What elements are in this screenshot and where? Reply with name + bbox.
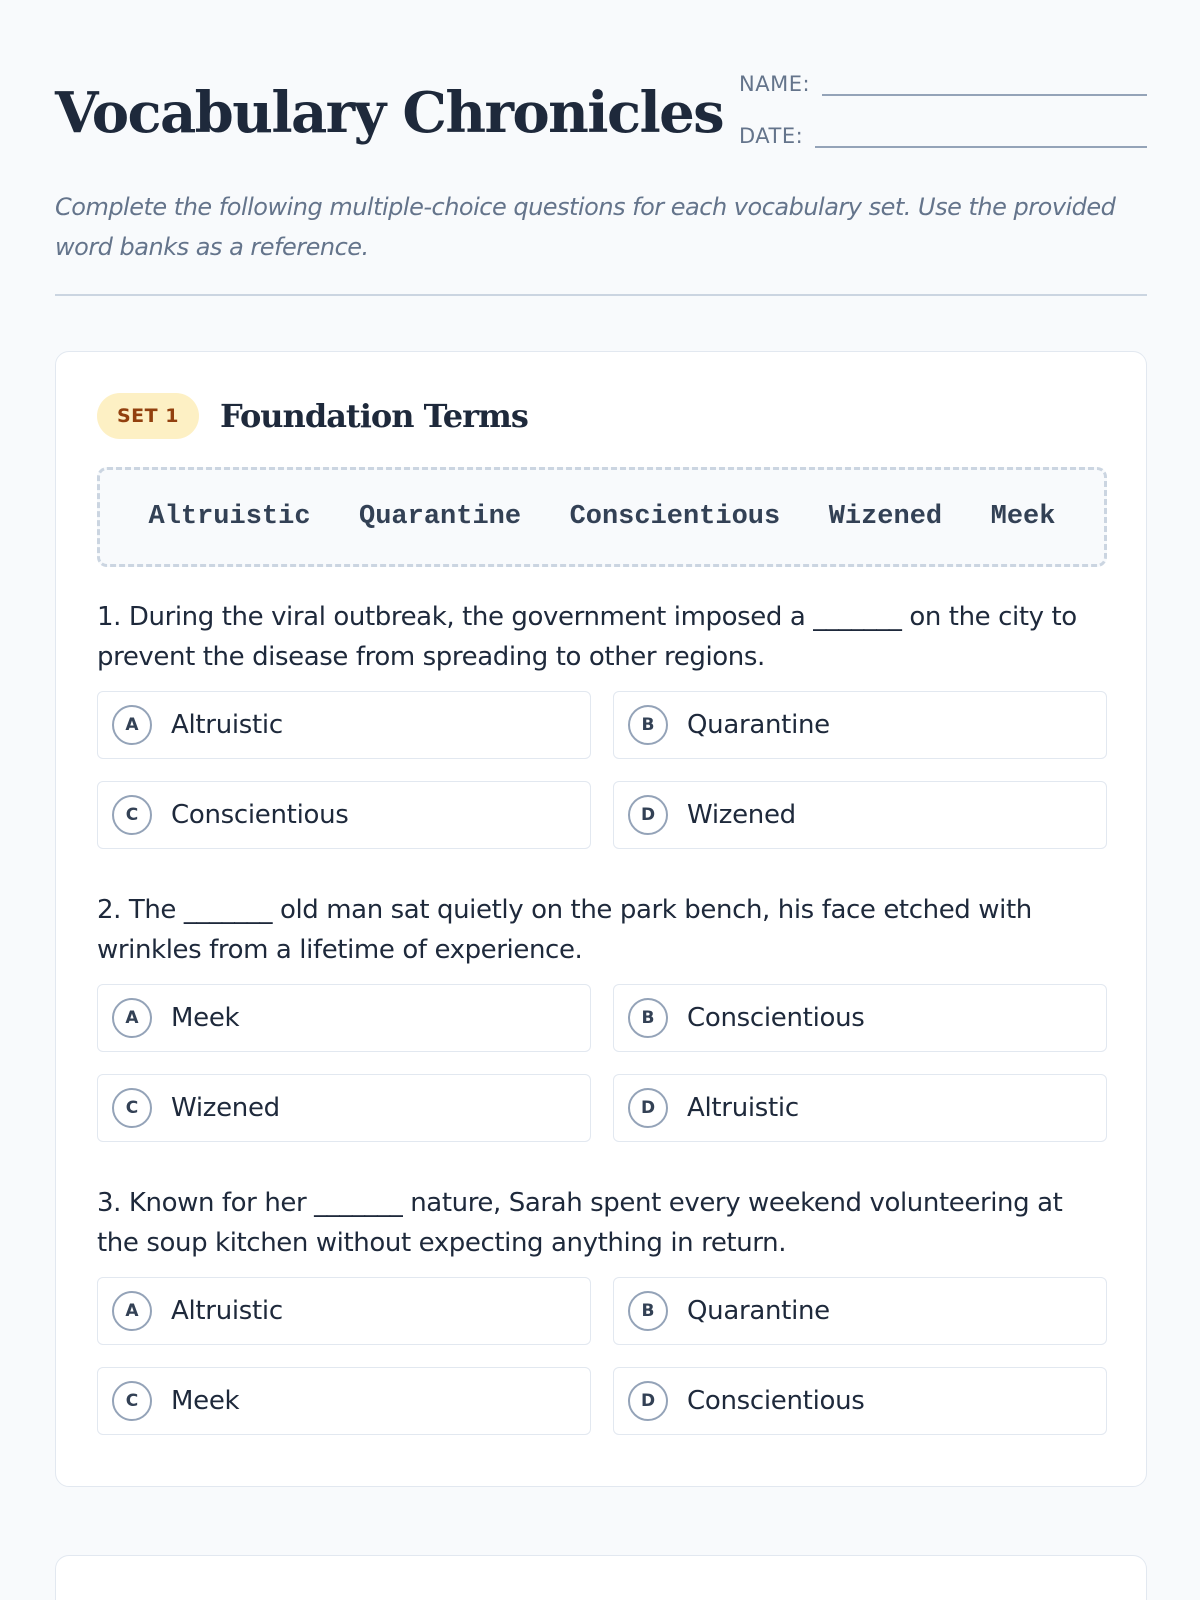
option-text: Quarantine (687, 1296, 830, 1326)
name-field[interactable] (822, 60, 1147, 96)
option-d[interactable] (613, 781, 1107, 849)
question-3 (97, 1183, 1107, 1416)
page-title: Vocabulary Chronicles (55, 80, 724, 146)
option-letter: C (112, 1381, 152, 1421)
option-text: Altruistic (171, 710, 283, 740)
option-text: Quarantine (687, 710, 830, 740)
option-letter: C (112, 795, 152, 835)
question-1 (97, 597, 1107, 830)
next-set-card (55, 1555, 1147, 1600)
word-bank-item: Quarantine (359, 502, 522, 532)
word-bank-item: Altruistic (148, 502, 311, 532)
option-letter: A (112, 705, 152, 745)
question-text: 3. Known for her _______ nature, Sarah spent every weekend volunteering at the soup kitchen without expecting anything in return. (97, 1188, 1063, 1258)
set-badge: SET 1 (97, 393, 199, 439)
option-text: Altruistic (687, 1093, 799, 1123)
option-c[interactable] (97, 781, 591, 849)
instructions: Complete the following multiple-choice questions for each vocabulary set. Use the provided word banks as a reference. (55, 193, 1116, 261)
option-d[interactable] (613, 1367, 1107, 1435)
worksheet-header (55, 0, 1147, 296)
option-text: Meek (171, 1003, 240, 1033)
option-letter: A (112, 1291, 152, 1331)
question-text: 1. During the viral outbreak, the government imposed a _______ on the city to prevent the disease from spreading to other regions. (97, 602, 1077, 672)
word-bank-item: Conscientious (569, 502, 781, 532)
option-a[interactable] (97, 1277, 591, 1345)
option-b[interactable] (613, 691, 1107, 759)
option-letter: A (112, 998, 152, 1038)
option-c[interactable] (97, 1367, 591, 1435)
option-a[interactable] (97, 691, 591, 759)
option-letter: B (628, 705, 668, 745)
set-header (97, 392, 528, 440)
option-letter: B (628, 1291, 668, 1331)
date-label: DATE: (739, 124, 804, 148)
option-d[interactable] (613, 1074, 1107, 1142)
option-letter: D (628, 1088, 668, 1128)
question-text: 2. The _______ old man sat quietly on the park bench, his face etched with wrinkles from a lifetime of experience. (97, 895, 1032, 965)
word-bank-item: Wizened (828, 502, 943, 532)
option-b[interactable] (613, 984, 1107, 1052)
word-bank-item: Meek (990, 502, 1056, 532)
option-text: Conscientious (687, 1003, 865, 1033)
set-title: Foundation Terms (219, 397, 528, 435)
option-letter: B (628, 998, 668, 1038)
option-b[interactable] (613, 1277, 1107, 1345)
option-text: Conscientious (171, 800, 349, 830)
option-text: Meek (171, 1386, 240, 1416)
vocabulary-set-card (55, 351, 1147, 1487)
name-label: NAME: (739, 72, 811, 96)
date-field[interactable] (815, 112, 1147, 148)
option-text: Altruistic (171, 1296, 283, 1326)
option-letter: D (628, 1381, 668, 1421)
option-a[interactable] (97, 984, 591, 1052)
date-row (739, 110, 1147, 148)
word-bank (97, 467, 1107, 567)
worksheet-page (55, 0, 1147, 1416)
name-row (739, 58, 1147, 96)
student-info (739, 58, 1147, 162)
option-c[interactable] (97, 1074, 591, 1142)
option-letter: D (628, 795, 668, 835)
option-letter: C (112, 1088, 152, 1128)
option-text: Wizened (687, 800, 796, 830)
option-text: Conscientious (687, 1386, 865, 1416)
question-2 (97, 890, 1107, 1123)
option-text: Wizened (171, 1093, 280, 1123)
